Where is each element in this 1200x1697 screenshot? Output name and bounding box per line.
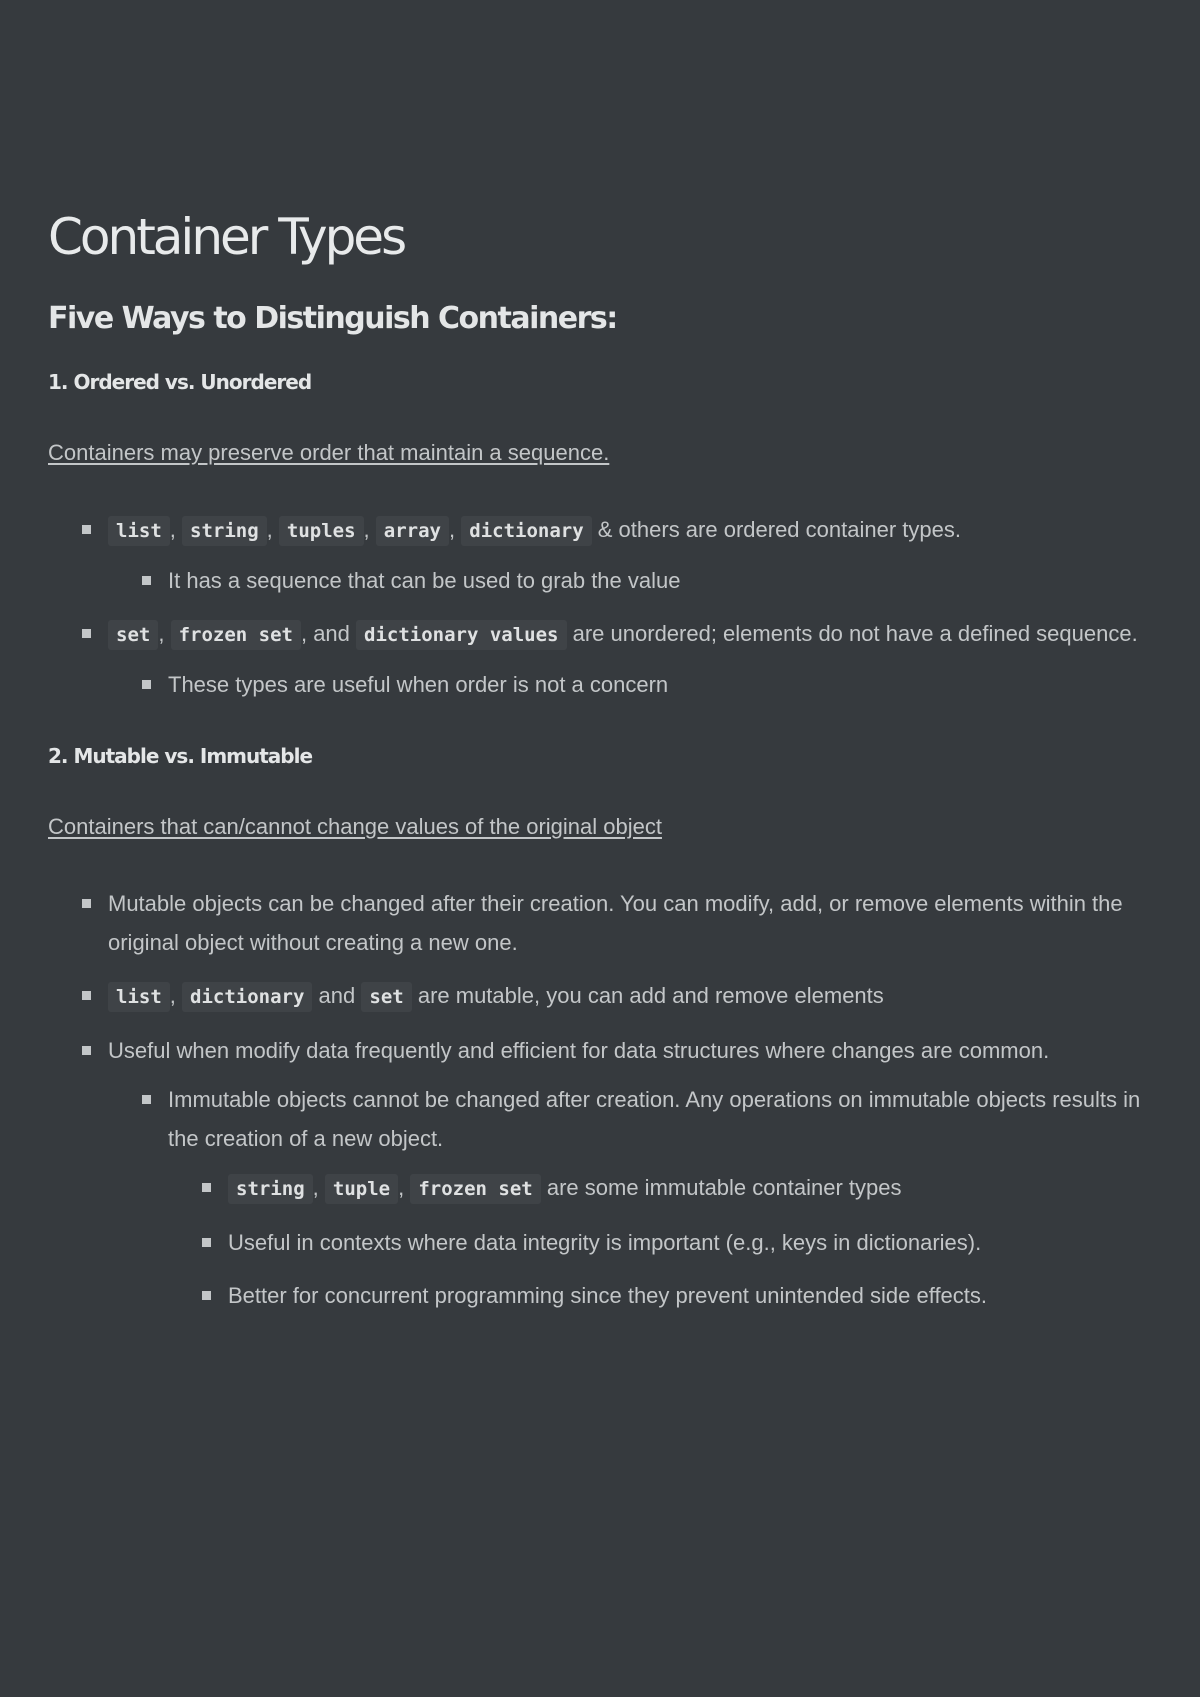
list-item: Mutable objects can be changed after their creation. You can modify, add, or remove elements within the original object without creating a new one. [48,884,1158,962]
square-bullet-icon [202,1183,211,1192]
square-bullet-icon [82,629,91,638]
list-item: list , string , tuples , array , dictionary & others are ordered container types. It has a sequence that can be used to grab the value [48,510,1158,600]
ordered-list [48,510,1158,704]
page-title: Container Types [48,208,405,266]
page-subtitle: Five Ways to Distinguish Containers: [48,301,617,336]
square-bullet-icon [82,991,91,1000]
section-note-ordered: Containers may preserve order that maintain a sequence. [48,440,610,465]
square-bullet-icon [202,1291,211,1300]
code-dictionary: dictionary [182,982,312,1012]
code-tuple: tuple [325,1174,398,1204]
list-item: Useful in contexts where data integrity is important (e.g., keys in dictionaries). [168,1223,1158,1262]
code-list: list [108,982,170,1012]
document-page [48,210,1158,1329]
square-bullet-icon [142,1095,151,1104]
list-item: Immutable objects cannot be changed after creation. Any operations on immutable objects results in the creation of a new object. string , tuple , frozen set are some immutable container types Useful in contexts where data integrity is important (e.g., keys in dictionaries). Better for concurrent programming since they prevent unintended side effects. [108,1080,1158,1315]
square-bullet-icon [142,576,151,585]
square-bullet-icon [82,899,91,908]
list-item-text: & others are ordered container types. [597,517,961,542]
list-item: Better for concurrent programming since they prevent unintended side effects. [168,1276,1158,1315]
nested-list [108,665,1158,704]
code-list: list [108,516,170,546]
nested-list [168,1168,1158,1315]
square-bullet-icon [82,1046,91,1055]
section-note-mutable: Containers that can/cannot change values of the original object [48,814,662,839]
square-bullet-icon [142,680,151,689]
list-item-text: are some immutable container types [546,1175,902,1200]
code-set: set [108,620,158,650]
list-item: set , frozen set , and dictionary values are unordered; elements do not have a defined sequence. These types are useful when order is not a concern [48,614,1158,704]
section-heading-ordered: 1. Ordered vs. Unordered [48,370,312,394]
code-array: array [376,516,449,546]
list-item: It has a sequence that can be used to grab the value [108,561,1158,600]
square-bullet-icon [202,1238,211,1247]
code-frozen-set: frozen set [410,1174,540,1204]
code-set: set [361,982,411,1012]
square-bullet-icon [82,525,91,534]
code-string: string [182,516,267,546]
code-dictionary-values: dictionary values [356,620,566,650]
list-item-text: are mutable, you can add and remove elements [417,983,884,1008]
mutable-list [48,884,1158,1315]
section-heading-mutable: 2. Mutable vs. Immutable [48,744,313,768]
list-item: These types are useful when order is not a concern [108,665,1158,704]
nested-list [108,1080,1158,1315]
list-item-text: are unordered; elements do not have a defined sequence. [572,621,1138,646]
list-item: string , tuple , frozen set are some immutable container types [168,1168,1158,1209]
code-tuples: tuples [279,516,364,546]
code-string: string [228,1174,313,1204]
nested-list [108,561,1158,600]
list-item: Useful when modify data frequently and efficient for data structures where changes are common. Immutable objects cannot be changed after creation. Any operations on immutable objects results in the creation of a new object. string , tuple , frozen set are some immutable container types Useful in contexts where data integrity is important (e.g., keys in dictionaries). Better for concurrent programming since they prevent unintended side effects. [48,1031,1158,1315]
code-frozen-set: frozen set [171,620,301,650]
code-dictionary: dictionary [461,516,591,546]
list-item: list , dictionary and set are mutable, you can add and remove elements [48,976,1158,1017]
